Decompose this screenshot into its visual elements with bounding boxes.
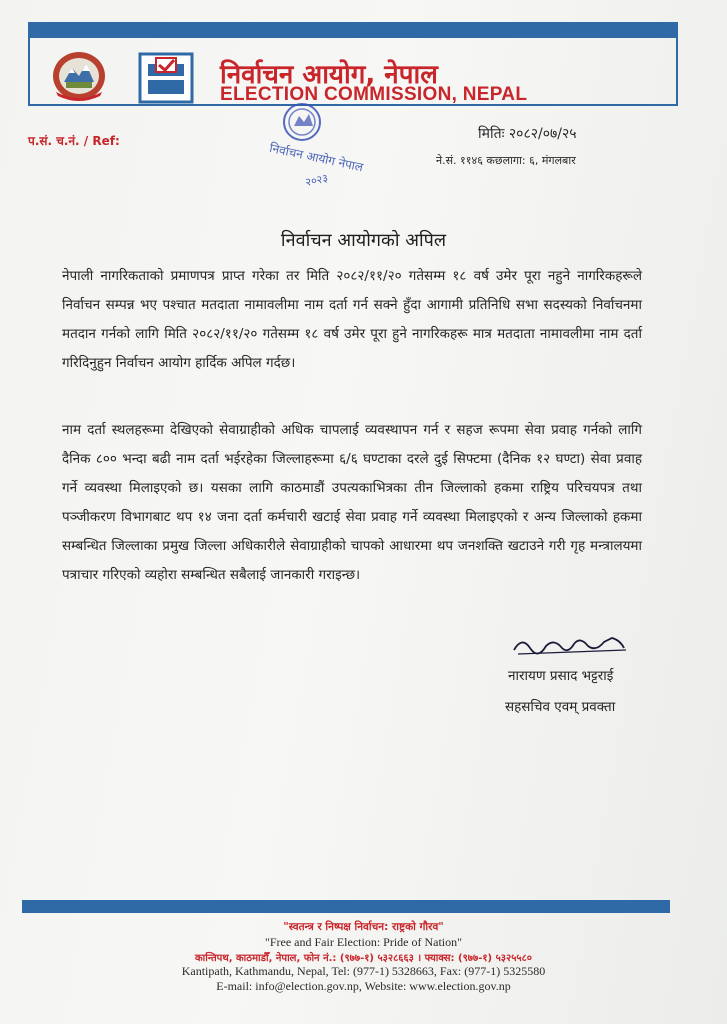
footer-motto-nepali: "स्वतन्त्र र निष्पक्ष निर्वाचन: राष्ट्रको गौरव"	[283, 921, 444, 933]
signatory-name: नारायण प्रसाद भट्टराई	[508, 668, 614, 684]
seal-text: निर्वाचन आयोग नेपाल	[268, 140, 365, 175]
footer-contact: E-mail: info@election.gov.np, Website: www.election.gov.np	[216, 979, 511, 993]
election-commission-logo-icon	[140, 54, 192, 102]
reference-label: प.सं. च.नं. / Ref:	[28, 134, 120, 148]
org-name-english: ELECTION COMMISSION, NEPAL	[220, 84, 528, 105]
official-seal-stamp	[262, 100, 365, 192]
paragraph-2: नाम दर्ता स्थलहरूमा देखिएको सेवाग्राहीको अधिक चापलाई व्यवस्थापन गर्न र सहज रूपमा सेवा प्रवाह गर्नको लागि दैनिक ८०० भन्दा बढी नाम दर्ता भईरहेका जिल्लाहरूमा ६/६ घण्टाका दरले दुई सिफ्टमा (दैनिक १२ घण्टा) सेवा प्रवाह गर्ने व्यवस्था मिलाइएको छ। यसका लागि काठमाडौं उपत्यकाभित्रका तीन जिल्लाको हकमा राष्ट्रिय परिचयपत्र तथा पञ्जीकरण विभागबाट थप १४ जना दर्ता कर्मचारी खटाई सेवा प्रवाह गर्ने व्यवस्था मिलाइएको र अन्य जिल्लाको हकमा सम्बन्धित जिल्लाका प्रमुख जिल्ला अधिकारीले सेवाग्राहीको चापको आधारमा थप जनशक्ति खटाउने गरी गृह मन्त्रालयमा पत्राचार गरिएको व्यहोरा सम्बन्धित सबैलाई जानकारी गराइन्छ।	[62, 422, 642, 583]
nepal-sambat-date: ने.सं. ११४६ कछलागा: ६, मंगलबार	[436, 154, 576, 167]
paragraph-1: नेपाली नागरिकताको प्रमाणपत्र प्राप्त गरेका तर मिति २०८२/११/२० गतेसम्म १८ वर्ष उमेर पूरा नहुने नागरिकहरूले निर्वाचन सम्पन्न भए पश्चात मतदाता नामावलीमा नाम दर्ता गर्न सक्ने हुँदा आगामी प्रतिनिधि सभा सदस्यको निर्वाचनमा मतदान गर्नको लागि मिति २०८२/११/२० गतेसम्म १८ वर्ष उमेर पूरा हुने नागरिकहरू मात्र मतदाता नामावलीमा नाम दर्ता गरिदिनुहुन निर्वाचन आयोग हार्दिक अपिल गर्दछ।	[62, 268, 642, 371]
footer-address-nepali: कान्तिपथ, काठमाडौँ, नेपाल, फोन नं.: (९७७-१) ५३२८६६३ । फ्याक्स: (९७७-१) ५३२५५८०	[195, 953, 532, 964]
letter-date: मितिः २०८२/०७/२५	[478, 126, 577, 142]
seal-year: २०२३	[304, 171, 330, 190]
footer-address-english: Kantipath, Kathmandu, Nepal, Tel: (977-1) 5328663, Fax: (977-1) 5325580	[181, 964, 546, 978]
footer-bar	[22, 900, 670, 913]
handwritten-signature	[508, 628, 636, 660]
signatory-title: सहसचिव एवम् प्रवक्ता	[505, 699, 616, 715]
nepal-emblem-icon	[50, 48, 108, 102]
letter-title: निर्वाचन आयोगको अपिल	[280, 230, 447, 251]
footer-motto-english: "Free and Fair Election: Pride of Nation"	[264, 935, 463, 949]
org-name-nepali: निर्वाचन आयोग, नेपाल	[220, 60, 438, 90]
